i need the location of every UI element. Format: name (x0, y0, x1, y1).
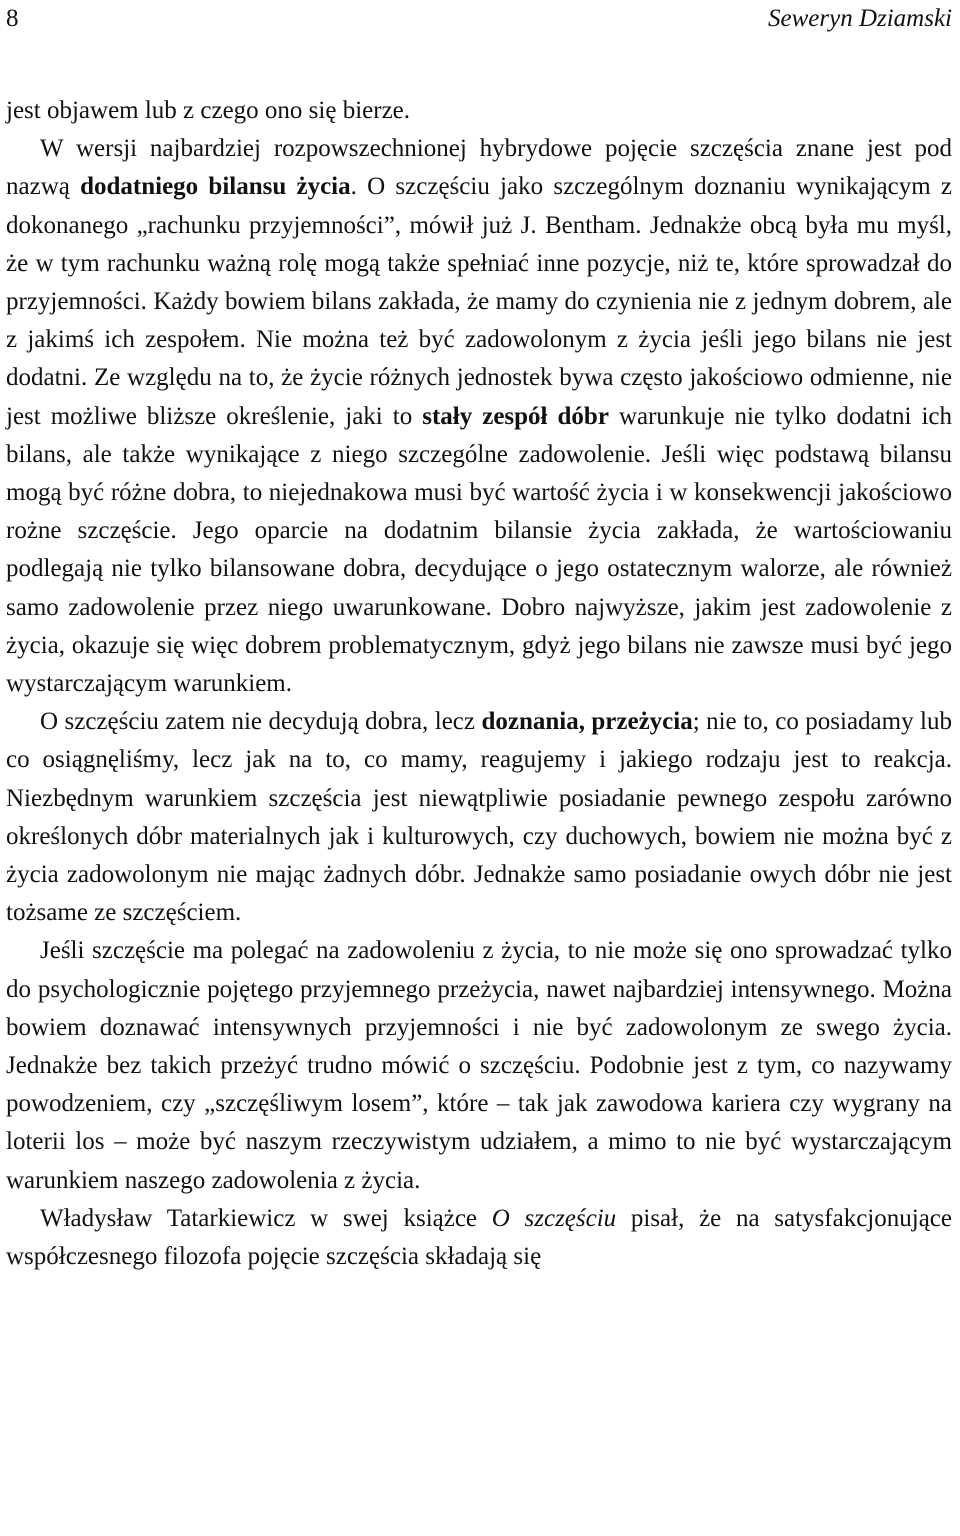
page-header (6, 0, 952, 38)
text-run: jest objawem lub z czego ono się bierze. (6, 97, 411, 124)
text-run: Władysław Tatarkiewicz w swej książce (40, 1204, 492, 1232)
bold-term: doznania, przeżycia (481, 708, 693, 736)
paragraph (6, 92, 952, 130)
text-run: W wersji najbardziej rozpowszechnionej hybrydowe pojęcie szczęścia znane jest pod nazwą (6, 135, 952, 201)
paragraph (6, 130, 952, 703)
paragraph (6, 1200, 952, 1276)
text-run: O szczęściu zatem nie decydują dobra, lecz (40, 708, 482, 736)
page-number: 8 (6, 5, 19, 32)
running-head-author: Seweryn Dziamski (768, 5, 952, 32)
italic-title: O szczęściu (491, 1204, 617, 1232)
bold-term: stały zespół dóbr (422, 402, 609, 430)
text-run: ; nie to, co posiadamy lub co osiągnęliśmy, lecz jak na to, co mamy, reagujemy i jakiego rodzaju jest to reakcja. Niezbędnym warunkiem szczęścia jest niewątpliwie posiadanie pewnego zespołu zarówno określonych dóbr materialnych jak i kulturowych, czy duchowych, bowiem nie można być z życia zadowolonym nie mając żadnych dóbr. Jednakże samo posiadanie owych dóbr nie jest tożsame ze szczęściem. (6, 708, 952, 927)
text-run: warunkuje nie tylko dodatni ich bilans, ale także wynikające z niego szczególne zadowolenie. Jeśli więc podstawą bilansu mogą być różne dobra, to niejednakowa musi być wartość życia i w konsekwencji jakościowo rożne szczęście. Jego oparcie na dodatnim bilansie życia zakłada, że wartościowaniu podlegają nie tylko bilansowane dobra, decydujące o jego ostatecznym walorze, ale również samo zadowolenie przez niego uwarunkowane. Dobro najwyższe, jakim jest zadowolenie z życia, okazuje się więc dobrem problematycznym, gdyż jego bilans nie zawsze musi być jego wystarczającym warunkiem. (6, 402, 952, 698)
paragraph (6, 703, 952, 932)
text-run: . O szczęściu jako szczególnym doznaniu wynikającym z dokonanego „rachunku przyjemności”, mówił już J. Bentham. Jednakże obcą była mu myśl, że w tym rachunku ważną rolę mogą także spełniać inne pozycje, niż te, które sprowadzał do przyjemności. Każdy bowiem bilans zakłada, że mamy do czynienia nie z jednym dobrem, ale z jakimś ich zespołem. Nie można też być zadowolonym z życia jeśli jego bilans nie jest dodatni. Ze względu na to, że życie różnych jednostek bywa często jakościowo odmienne, nie jest możliwe bliższe określenie, jaki to (6, 173, 952, 430)
body-text (6, 92, 952, 1276)
text-run: Jeśli szczęście ma polegać na zadowoleniu z życia, to nie może się ono sprowadzać tylko do psychologicznie pojętego przyjemnego przeżycia, nawet najbardziej intensywnego. Można bowiem doznawać intensywnych przyjemności i nie być zadowolonym ze swego życia. Jednakże bez takich przeżyć trudno mówić o szczęściu. Podobnie jest z tym, co nazywamy powodzeniem, czy „szczęśliwym losem”, które – tak jak zawodowa kariera czy wygrany na loterii los – może być naszym rzeczywistym udziałem, a mimo to nie być wystarczającym warunkiem naszego zadowolenia z życia. (6, 937, 952, 1194)
bold-term: dodatniego bilansu życia (80, 173, 351, 201)
text-run: pisał, że na satysfakcjonujące współczesnego filozofa pojęcie szczęścia składają się (6, 1204, 952, 1271)
paragraph (6, 932, 952, 1199)
